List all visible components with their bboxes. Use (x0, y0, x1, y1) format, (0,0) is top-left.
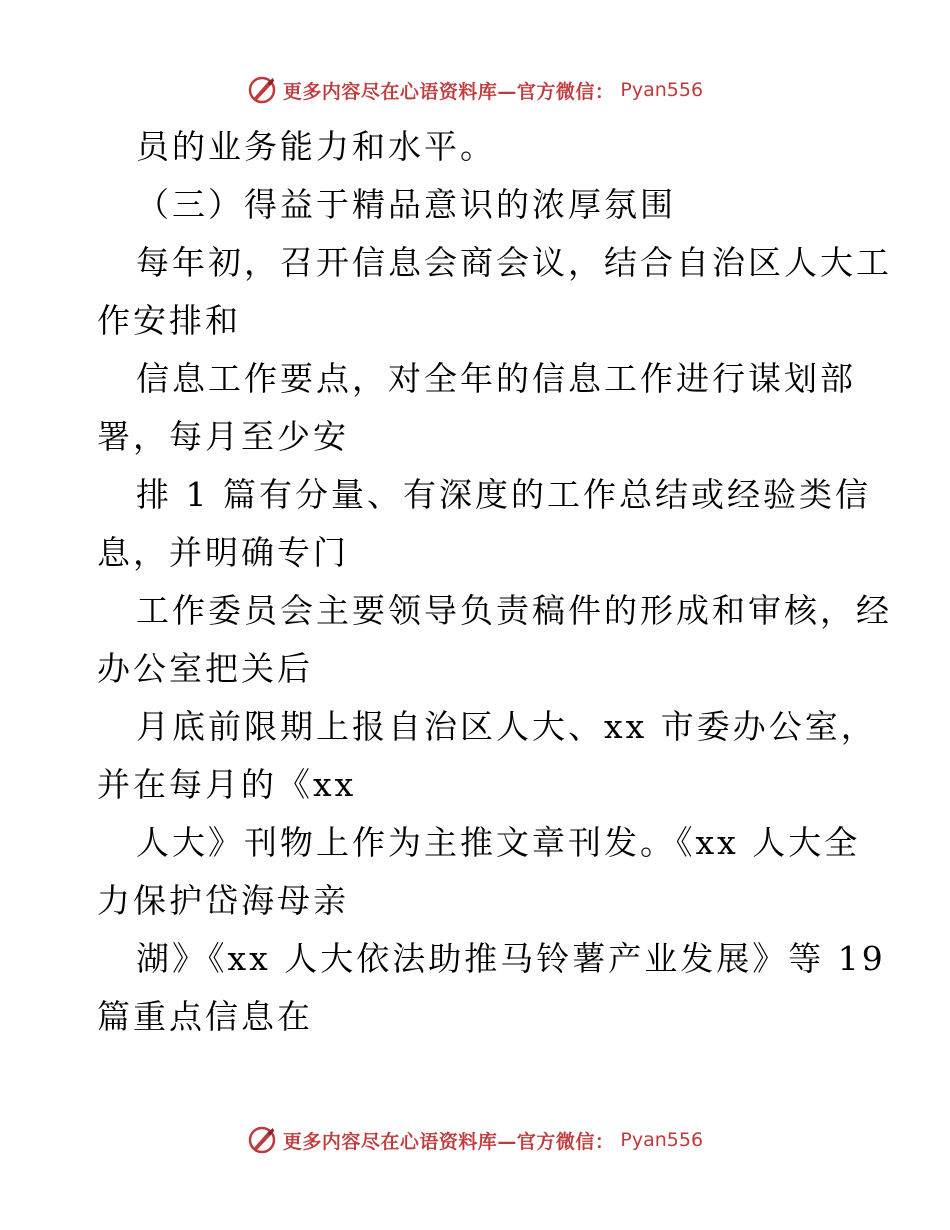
text-line: 人大》刊物上作为主推文章刊发。《xx 人大全 (136, 823, 861, 862)
text-line: 并在每月的《xx (97, 765, 357, 804)
text-line: 署，每月至少安 (97, 417, 349, 456)
section-heading: （三）得益于精品意识的浓厚氛围 (136, 185, 676, 224)
quill-logo-icon (247, 1125, 277, 1155)
text-line: 工作委员会主要领导负责稿件的形成和审核，经 (136, 591, 892, 630)
text-line: 月底前限期上报自治区人大、xx 市委办公室， (136, 707, 877, 746)
watermark-wechat-id: Pyan556 (620, 1129, 704, 1151)
text-line: 每年初，召开信息会商会议，结合自治区人大工 (136, 243, 892, 282)
header-watermark (0, 70, 950, 110)
text-line: 排 1 篇有分量、有深度的工作总结或经验类信 (136, 475, 871, 514)
text-line: 息，并明确专门 (97, 533, 349, 572)
footer-watermark (0, 1120, 950, 1160)
text-line: 力保护岱海母亲 (97, 881, 349, 920)
quill-logo-icon (247, 75, 277, 105)
text-line: 办公室把关后 (97, 649, 313, 688)
text-line: 篇重点信息在 (97, 997, 313, 1036)
text-line: 信息工作要点，对全年的信息工作进行谋划部 (136, 359, 856, 398)
text-line: 作安排和 (97, 301, 241, 340)
text-line: 员的业务能力和水平。 (136, 127, 496, 166)
watermark-text: 更多内容尽在心语资料库—官方微信： (282, 1130, 615, 1153)
text-line: 湖》《xx 人大依法助推马铃薯产业发展》等 19 (136, 939, 886, 978)
watermark-wechat-id: Pyan556 (620, 79, 704, 101)
watermark-text: 更多内容尽在心语资料库—官方微信： (282, 80, 615, 103)
